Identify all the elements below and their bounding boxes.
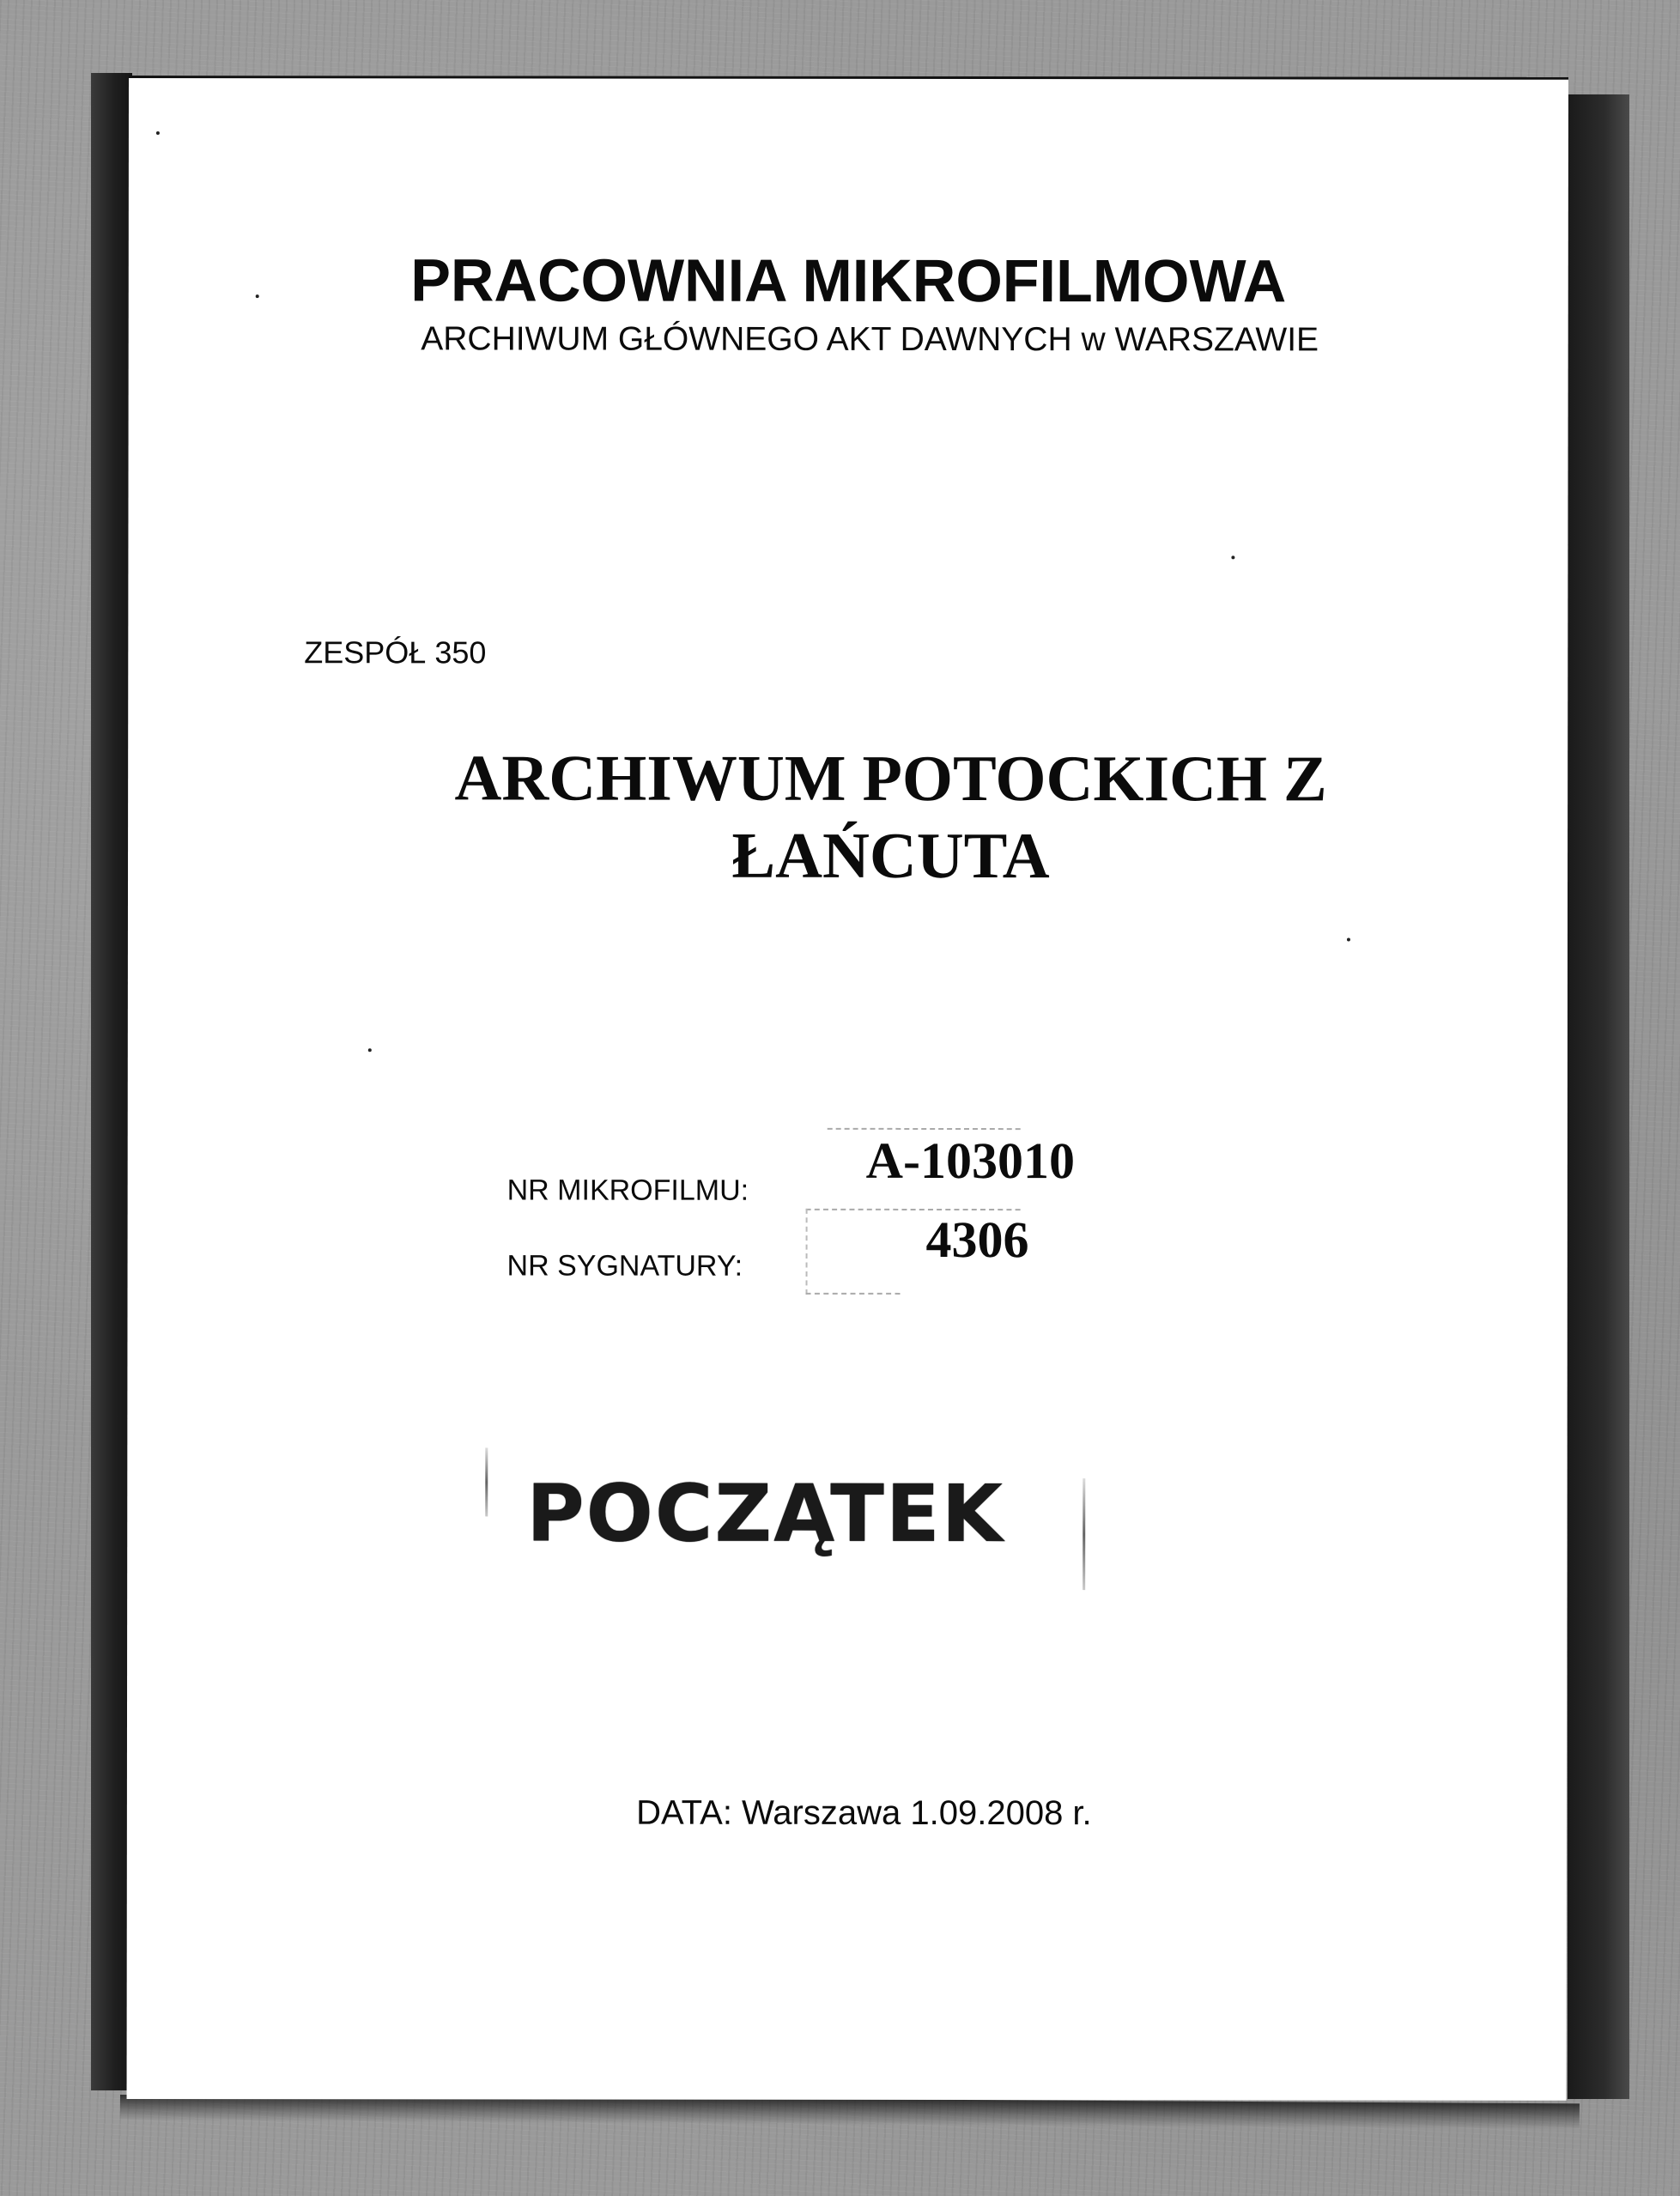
collection-title-line-1: ARCHIWUM POTOCKICH Z [454, 742, 1327, 816]
scan-mark-left [485, 1447, 488, 1516]
paper-left-shadow [91, 73, 132, 2090]
value-box-left-edge [806, 1209, 808, 1295]
dust-speck [1347, 937, 1350, 941]
archive-name: ARCHIWUM GŁÓWNEGO AKT DAWNYCH w WARSZAWIE [421, 320, 1319, 359]
start-marker: POCZĄTEK [526, 1467, 1005, 1561]
microfilm-value-box-top [828, 1128, 1021, 1130]
signature-value-box-bottom [806, 1293, 901, 1295]
microfilm-number-label: NR MIKROFILMU: [506, 1174, 749, 1207]
fonds-number: ZESPÓŁ 350 [304, 634, 487, 670]
scan-mark-right [1083, 1478, 1085, 1590]
signature-number-value: 4306 [925, 1210, 1029, 1269]
dust-speck [368, 1048, 372, 1052]
collection-title [171, 739, 1610, 895]
dust-speck [156, 131, 160, 135]
dust-speck [1231, 555, 1234, 559]
collection-title-line-2: ŁAŃCUTA [731, 819, 1050, 893]
microfilm-number-value: A-103010 [865, 1131, 1076, 1190]
date-line: DATA: Warszawa 1.09.2008 r. [636, 1793, 1092, 1833]
dust-speck [256, 294, 259, 298]
microfilm-target-sheet [127, 76, 1568, 2101]
lab-title: PRACOWNIA MIKROFILMOWA [410, 246, 1287, 315]
signature-number-label: NR SYGNATURY: [506, 1249, 743, 1283]
